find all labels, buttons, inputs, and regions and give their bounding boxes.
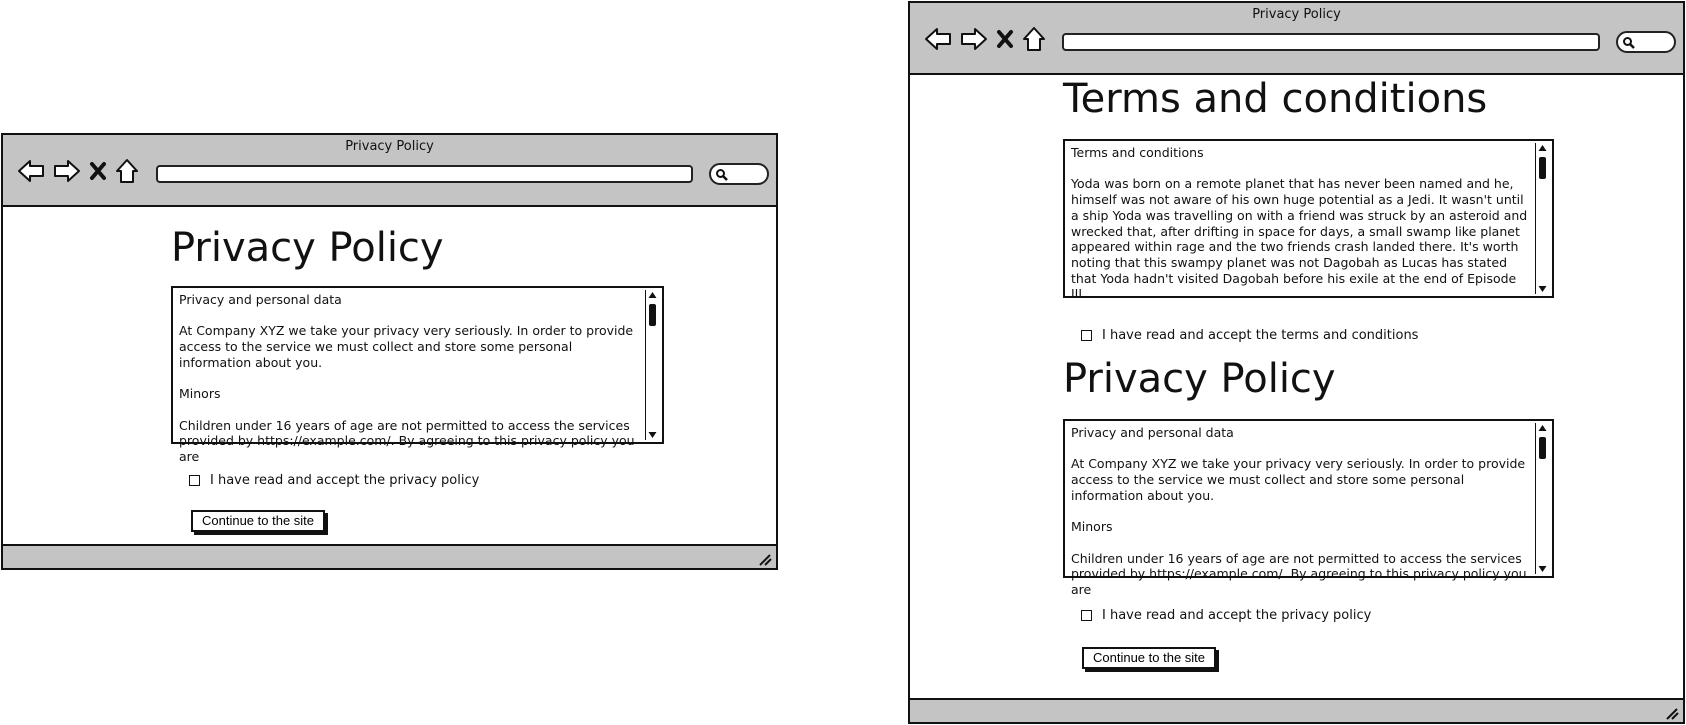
scrollbar[interactable] xyxy=(645,290,660,440)
checkbox-box[interactable] xyxy=(1081,610,1092,621)
window-title: Privacy Policy xyxy=(345,139,434,154)
checkbox-label: I have read and accept the privacy policy xyxy=(210,473,480,488)
status-bar xyxy=(3,544,776,568)
continue-button[interactable]: Continue to the site xyxy=(191,510,325,532)
close-icon[interactable] xyxy=(996,29,1014,49)
address-bar[interactable] xyxy=(1062,33,1600,51)
nav-buttons xyxy=(924,25,1046,53)
scroll-down-icon[interactable] xyxy=(648,431,657,439)
page-title: Privacy Policy xyxy=(171,225,444,271)
privacy-heading: Privacy Policy xyxy=(1063,356,1336,402)
scroll-up-icon[interactable] xyxy=(1538,144,1547,152)
back-arrow-icon[interactable] xyxy=(17,159,45,183)
address-bar[interactable] xyxy=(156,165,693,183)
home-icon[interactable] xyxy=(1022,26,1046,52)
nav-buttons xyxy=(17,157,139,185)
accept-privacy-checkbox[interactable] xyxy=(189,473,479,488)
privacy-policy-textarea[interactable] xyxy=(171,286,664,465)
status-bar xyxy=(910,698,1683,722)
privacy-policy-text: Privacy and personal data At Company XYZ we take your privacy very seriously. In order to provide access to the service we must collect and store some personal information about you. Minors Children under 16 years of age are not permitted to access the services provided by https://example.com/. By agreeing to this privacy policy you are xyxy=(179,292,635,465)
forward-arrow-icon[interactable] xyxy=(53,159,81,183)
close-icon[interactable] xyxy=(89,161,107,181)
resize-grip-icon[interactable] xyxy=(756,552,772,566)
checkbox-box[interactable] xyxy=(1081,330,1092,341)
back-arrow-icon[interactable] xyxy=(924,27,952,51)
terms-textarea[interactable] xyxy=(1063,139,1554,302)
scroll-up-icon[interactable] xyxy=(648,291,657,299)
accept-terms-checkbox[interactable] xyxy=(1081,328,1418,343)
scrollbar-thumb[interactable] xyxy=(1539,157,1546,179)
scroll-down-icon[interactable] xyxy=(1538,285,1547,293)
scroll-down-icon[interactable] xyxy=(1538,565,1547,573)
window-title: Privacy Policy xyxy=(1252,7,1341,22)
search-box[interactable] xyxy=(709,163,769,185)
scrollbar[interactable] xyxy=(1535,143,1550,294)
scrollbar-thumb[interactable] xyxy=(649,304,656,326)
scrollbar[interactable] xyxy=(1535,423,1550,574)
browser-toolbar xyxy=(910,3,1683,75)
left-browser-window xyxy=(1,133,778,570)
scrollbar-thumb[interactable] xyxy=(1539,437,1546,459)
scroll-up-icon[interactable] xyxy=(1538,424,1547,432)
terms-text: Terms and conditions Yoda was born on a remote planet that has never been named and he, himself was not aware of his own huge potential as a Jedi. It wasn't until a ship Yoda was travelling on with a friend was struck by an asteroid and wrecked that, after drifting in space for days, a small swamp like planet appeared within rage and the two friends crash landed there. It's worth noting that this swampy planet was not Dagobah as Lucas has stated that Yoda hadn't visited Dagobah before his exile at the end of Episode III. xyxy=(1071,145,1528,302)
home-icon[interactable] xyxy=(115,158,139,184)
checkbox-label: I have read and accept the terms and conditions xyxy=(1102,328,1419,343)
terms-heading: Terms and conditions xyxy=(1063,76,1488,122)
search-icon xyxy=(1622,36,1636,50)
checkbox-label: I have read and accept the privacy policy xyxy=(1102,608,1372,623)
search-box[interactable] xyxy=(1616,31,1676,53)
browser-toolbar xyxy=(3,135,776,207)
privacy-policy-textarea[interactable] xyxy=(1063,419,1554,598)
accept-privacy-checkbox[interactable] xyxy=(1081,608,1371,623)
privacy-policy-text: Privacy and personal data At Company XYZ we take your privacy very seriously. In order to provide access to the service we must collect and store some personal information about you. Minors Children under 16 years of age are not permitted to access the services provided by https://example.com/. By agreeing to this privacy policy you are xyxy=(1071,425,1527,598)
right-browser-window xyxy=(908,1,1685,724)
forward-arrow-icon[interactable] xyxy=(960,27,988,51)
search-icon xyxy=(715,168,729,182)
continue-button[interactable]: Continue to the site xyxy=(1082,647,1216,669)
resize-grip-icon[interactable] xyxy=(1663,706,1679,720)
checkbox-box[interactable] xyxy=(189,475,200,486)
